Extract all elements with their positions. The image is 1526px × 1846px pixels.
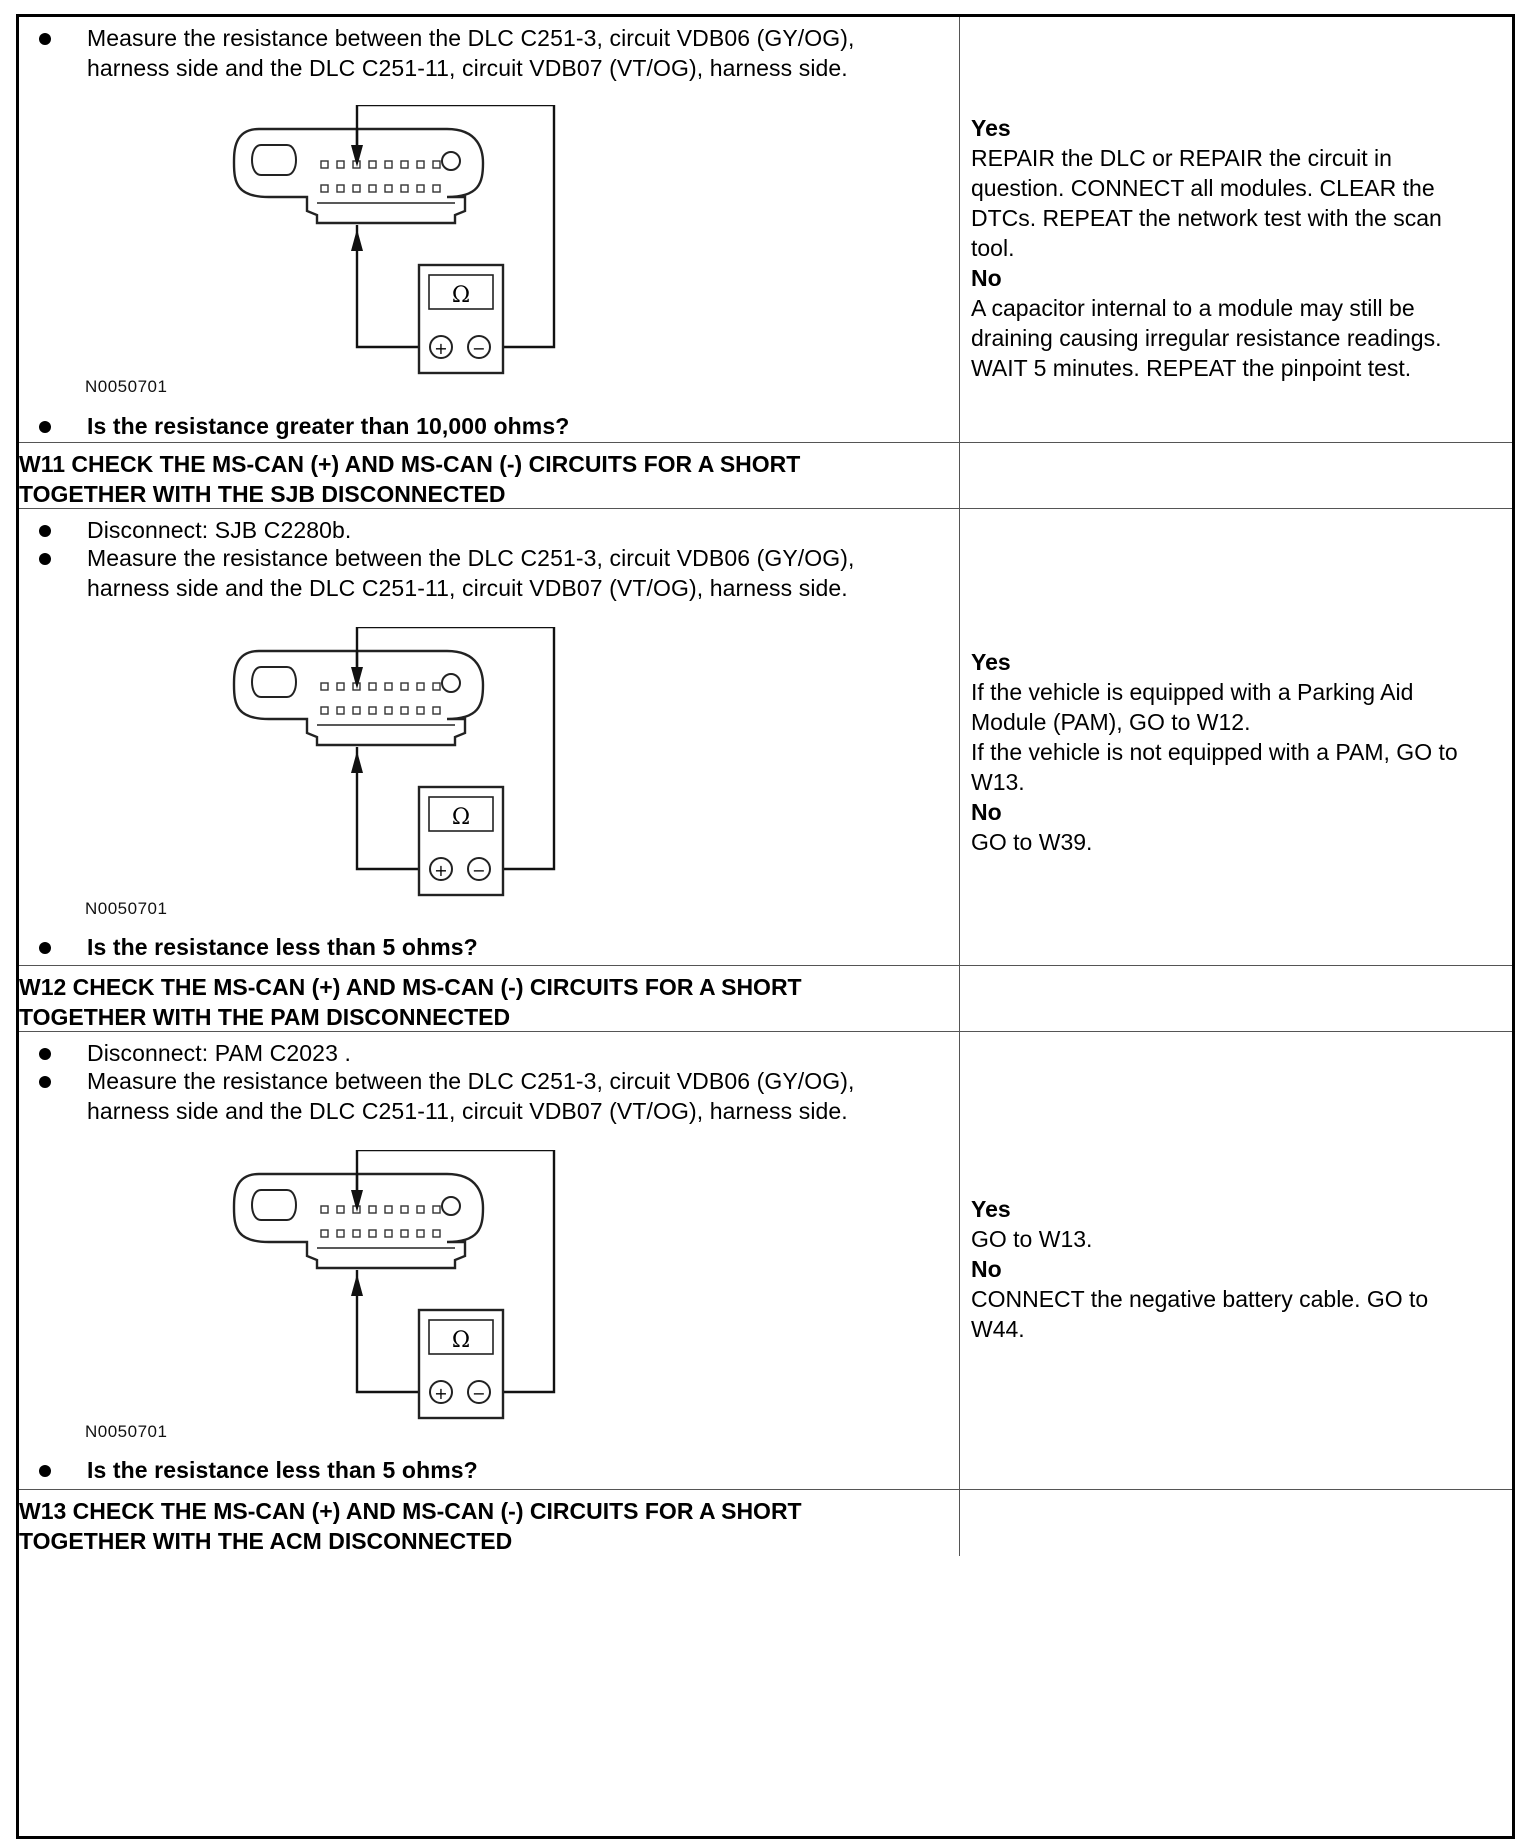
- minus-terminal-icon: −: [472, 1384, 486, 1403]
- bullet-icon: [39, 525, 51, 537]
- figure-id: N0050701: [85, 377, 168, 396]
- column-divider: [959, 443, 960, 508]
- yes-label: Yes: [971, 115, 1011, 141]
- column-divider: [959, 17, 960, 442]
- bullet-icon: [39, 942, 51, 954]
- column-divider: [959, 1490, 960, 1556]
- figure-id: N0050701: [85, 1422, 168, 1441]
- column-divider: [959, 1032, 960, 1489]
- yes-action: REPAIR the DLC or REPAIR the circuit in question. CONNECT all modules. CLEAR the DTCs. REPEAT the network test with the scan tool.: [971, 145, 1442, 261]
- step-row-w10: [19, 17, 1512, 443]
- step-row-w11: [19, 509, 1512, 966]
- answer-block: [971, 647, 1501, 857]
- instruction-item: Disconnect: SJB C2280b.: [39, 515, 351, 545]
- answer-block: [971, 1194, 1501, 1344]
- step-header-w11: [19, 443, 1512, 509]
- step-row-w12: [19, 1032, 1512, 1490]
- step-title: W13 CHECK THE MS-CAN (+) AND MS-CAN (-) CIRCUITS FOR A SHORT TOGETHER WITH THE ACM DISCONNECTED: [19, 1498, 802, 1554]
- step-header-w13: [19, 1490, 1512, 1836]
- figure-id: N0050701: [85, 899, 168, 918]
- step-header-w12: [19, 966, 1512, 1032]
- yes-action: If the vehicle is equipped with a Parking Aid Module (PAM), GO to W12. If the vehicle is not equipped with a PAM, GO to W13.: [971, 679, 1458, 795]
- no-label: No: [971, 799, 1002, 825]
- diagnostic-table: [16, 14, 1515, 1839]
- yes-label: Yes: [971, 1196, 1011, 1222]
- bullet-icon: [39, 421, 51, 433]
- instruction-item: Disconnect: PAM C2023 .: [39, 1038, 351, 1068]
- bullet-icon: [39, 1465, 51, 1477]
- no-label: No: [971, 1256, 1002, 1282]
- question-item: Is the resistance less than 5 ohms?: [39, 932, 478, 962]
- bullet-icon: [39, 1076, 51, 1088]
- bullet-icon: [39, 33, 51, 45]
- no-action: GO to W39.: [971, 829, 1093, 855]
- plus-terminal-icon: +: [434, 339, 448, 358]
- instruction-item: Measure the resistance between the DLC C251-3, circuit VDB06 (GY/OG), harness side and the DLC C251-11, circuit VDB07 (VT/OG), harness side.: [39, 1066, 855, 1126]
- ohm-icon: Ω: [451, 1328, 471, 1353]
- minus-terminal-icon: −: [472, 339, 486, 358]
- bullet-icon: [39, 553, 51, 565]
- step-title: W11 CHECK THE MS-CAN (+) AND MS-CAN (-) CIRCUITS FOR A SHORT TOGETHER WITH THE SJB DISCONNECTED: [19, 451, 801, 507]
- minus-terminal-icon: −: [472, 861, 486, 880]
- step-title: W12 CHECK THE MS-CAN (+) AND MS-CAN (-) CIRCUITS FOR A SHORT TOGETHER WITH THE PAM DISCONNECTED: [19, 974, 802, 1030]
- question-item: Is the resistance less than 5 ohms?: [39, 1455, 478, 1485]
- yes-label: Yes: [971, 649, 1011, 675]
- column-divider: [959, 509, 960, 965]
- no-action: A capacitor internal to a module may still be draining causing irregular resistance readings. WAIT 5 minutes. REPEAT the pinpoint test.: [971, 295, 1442, 381]
- no-label: No: [971, 265, 1002, 291]
- instruction-item: Measure the resistance between the DLC C251-3, circuit VDB06 (GY/OG), harness side and the DLC C251-11, circuit VDB07 (VT/OG), harness side.: [39, 543, 855, 603]
- column-divider: [959, 966, 960, 1031]
- ohm-icon: Ω: [451, 805, 471, 830]
- plus-terminal-icon: +: [434, 1384, 448, 1403]
- no-action: CONNECT the negative battery cable. GO to W44.: [971, 1286, 1429, 1342]
- question-item: Is the resistance greater than 10,000 ohms?: [39, 411, 569, 441]
- answer-block: [971, 113, 1501, 383]
- ohm-icon: Ω: [451, 283, 471, 308]
- yes-action: GO to W13.: [971, 1226, 1093, 1252]
- plus-terminal-icon: +: [434, 861, 448, 880]
- bullet-icon: [39, 1048, 51, 1060]
- instruction-item: Measure the resistance between the DLC C251-3, circuit VDB06 (GY/OG), harness side and the DLC C251-11, circuit VDB07 (VT/OG), harness side.: [39, 23, 855, 83]
